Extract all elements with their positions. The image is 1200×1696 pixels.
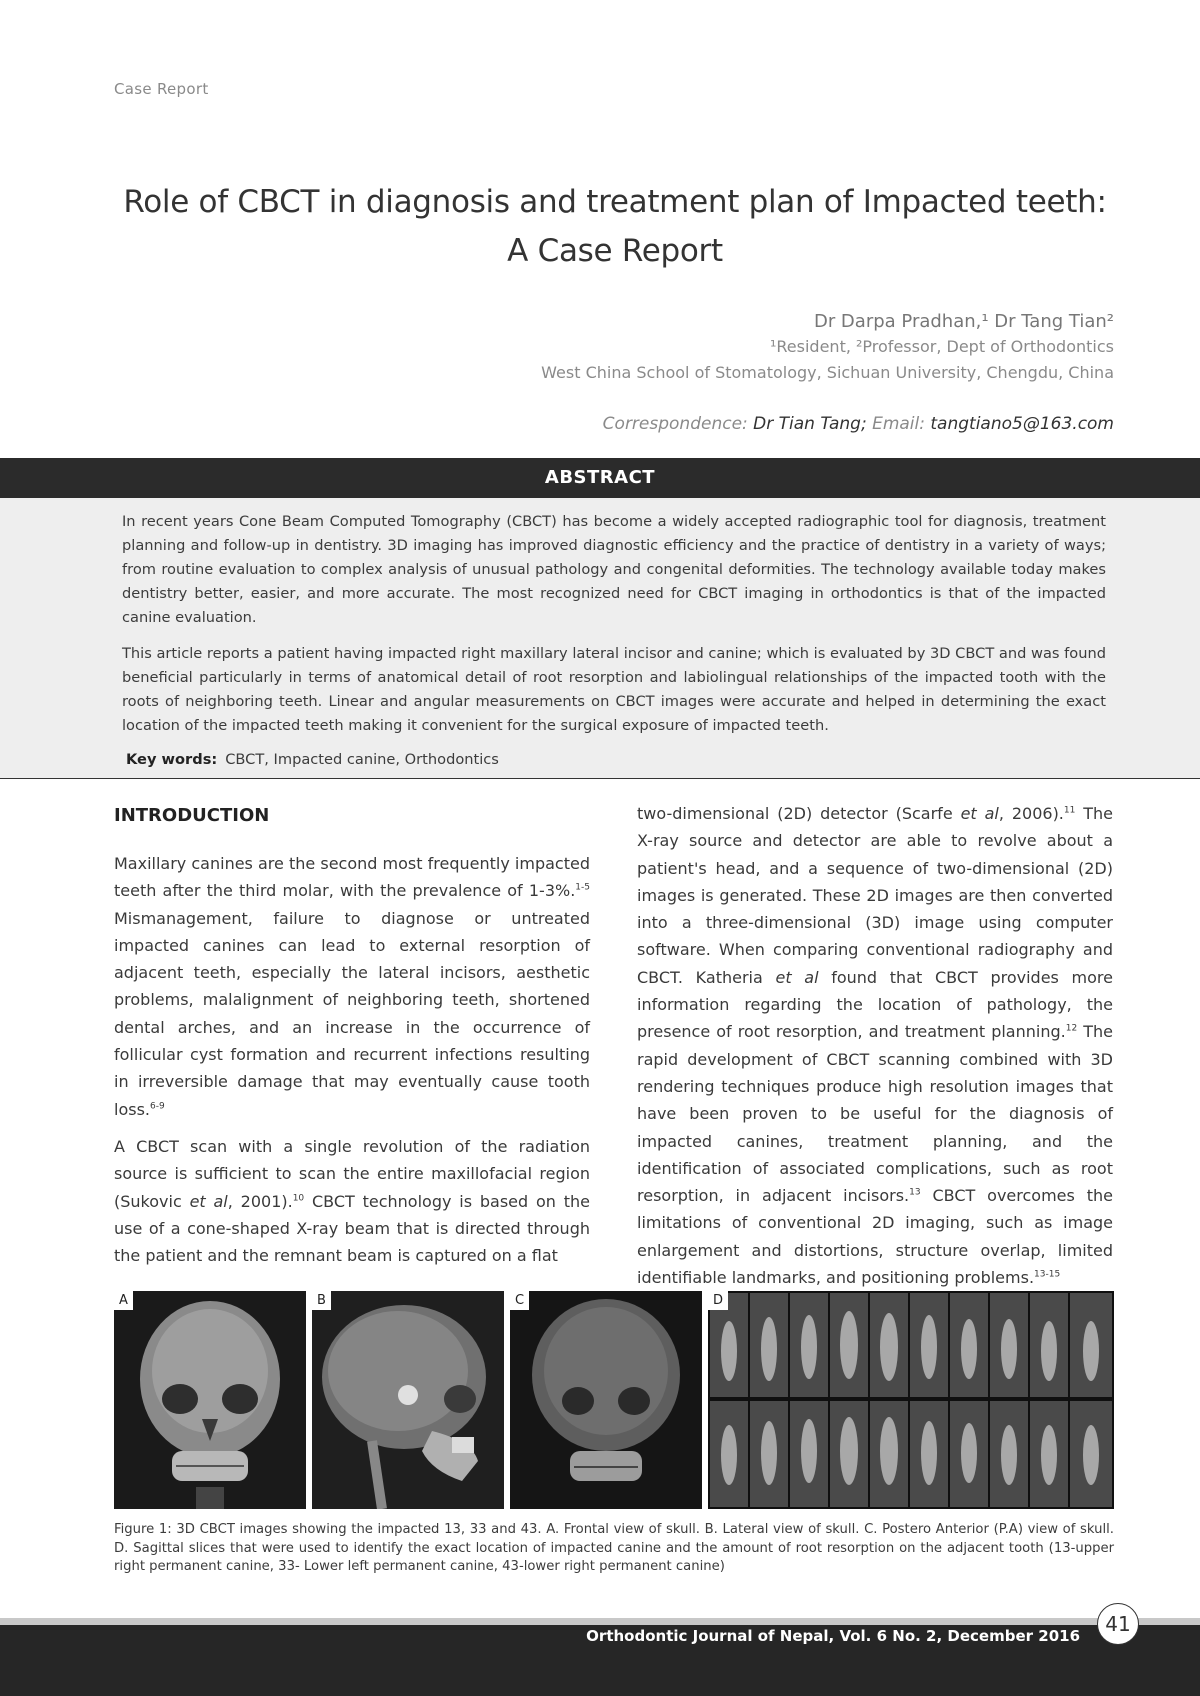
abstract-paragraph-2: This article reports a patient having impacted right maxillary lateral incisor and canine; which is evaluated by 3D CBCT and was found beneficial particularly in terms of anatomical detail of root resorption and labiolingual relationships of the impacted tooth with the roots of neighboring teeth. Linear and angular measurements on CBCT images were accurate and helped in determining the exact location of the impacted teeth making it convenient for the surgical exposure of impacted teeth. xyxy=(122,645,1106,734)
abstract-paragraph-1: In recent years Cone Beam Computed Tomography (CBCT) has become a widely accepted radiographic tool for diagnosis, treatment planning and follow-up in dentistry. 3D imaging has improved diagnostic efficiency and the practice of dentistry in a variety of ways; from routine evaluation to complex analysis of unusual pathology and congenital deformities. The technology available today makes dentistry better, easier, and more accurate. The most recognized need for CBCT imaging in orthodontics is that of the impacted canine evaluation. xyxy=(122,513,1106,626)
body-paragraph: two-dimensional (2D) detector (Scarfe et al, 2006).$^{11}$ The X-ray source and detector are able to revolve about a patient's head, and a sequence of two-dimensional (2D) images is generated. These 2D images are then converted into a three-dimensional (3D) image using computer software. When comparing conventional radiography and CBCT. Katheria et al found that CBCT provides more information regarding the location of pathology, the presence of root resorption, and treatment planning.$^{12}$ The rapid development of CBCT scanning combined with 3D rendering techniques produce high resolution images that have been proven to be useful for the diagnosis of impacted canines, treatment planning, and the identification of associated complications, such as root resorption, in adjacent incisors.$^{13}$ CBCT overcomes the limitations of conventional 2D imaging, such as image enlargement and distortions, structure overlap, limited identifiable landmarks, and positioning problems.$^{13-15}$ xyxy=(637,804,1114,1288)
email-label: Email: xyxy=(872,414,925,434)
panel-label-c: C xyxy=(510,1291,529,1310)
skull-lateral-image xyxy=(312,1291,504,1509)
panel-label-b: B xyxy=(312,1291,331,1310)
panel-label-a: A xyxy=(114,1291,133,1310)
abstract-box xyxy=(0,498,1200,779)
section-label: Case Report xyxy=(114,80,209,98)
journal-citation: Orthodontic Journal of Nepal, Vol. 6 No. 2, December 2016 xyxy=(586,1627,1080,1645)
keywords-list: CBCT, Impacted canine, Orthodontics xyxy=(225,751,499,768)
skull-posteroanterior-image xyxy=(510,1291,702,1509)
introduction-heading: INTRODUCTION xyxy=(114,805,270,826)
author-names: Dr Darpa Pradhan,¹ Dr Tang Tian² xyxy=(813,311,1114,332)
title-line-2: A Case Report xyxy=(507,233,723,269)
sagittal-slices-image xyxy=(708,1291,1114,1509)
page-number: 41 xyxy=(1097,1603,1139,1645)
skull-frontal-image xyxy=(114,1291,306,1509)
article-title xyxy=(100,178,1130,276)
body-paragraph: Maxillary canines are the second most frequently impacted teeth after the third molar, with the prevalence of 1-3%.$^{1-5}$ Mismanagement, failure to diagnose or untreated impacted canines can lead to external resorption of adjacent teeth, especially the lateral incisors, aesthetic problems, malalignment of neighboring teeth, shortened dental arches, and an increase in the occurrence of follicular cyst formation and recurrent infections resulting in irreversible damage that may eventually cause tooth loss.$^{6-9}$ xyxy=(114,854,590,1119)
email-address: tangtiano5@163.com xyxy=(930,414,1114,434)
correspondence-label: Correspondence: xyxy=(602,414,748,434)
abstract-heading: ABSTRACT xyxy=(0,458,1200,498)
body-paragraph: A CBCT scan with a single revolution of the radiation source is sufficient to scan the entire maxillofacial region (Sukovic et al, 2001).$^{10}$ CBCT technology is based on the use of a cone-shaped X-ray beam that is directed through the patient and the remnant beam is captured on a flat xyxy=(114,1136,590,1266)
figure-1 xyxy=(114,1291,1114,1509)
title-line-1: Role of CBCT in diagnosis and treatment plan of Impacted teeth: xyxy=(123,184,1107,220)
footer-rule xyxy=(0,1618,1200,1625)
keywords xyxy=(126,751,499,768)
author-affiliation: West China School of Stomatology, Sichuan University, Chengdu, China xyxy=(541,363,1114,382)
left-column xyxy=(114,800,590,1279)
author-roles: ¹Resident, ²Professor, Dept of Orthodontics xyxy=(769,337,1114,356)
keywords-label: Key words: xyxy=(126,751,218,768)
correspondence xyxy=(603,414,1114,434)
figure-caption: Figure 1: 3D CBCT images showing the impacted 13, 33 and 43. A. Frontal view of skull. B. Lateral view of skull. C. Postero Anterior (P.A) view of skull. D. Sagittal slices that were used to identify the exact location of impacted canine and the amount of root resorption on the adjacent tooth (13-upper right permanent canine, 33- Lower left permanent canine, 43-lower right permanent canine) xyxy=(114,1522,1114,1574)
correspondence-name: Dr Tian Tang; xyxy=(753,414,867,434)
right-column xyxy=(637,800,1113,1301)
panel-label-d: D xyxy=(708,1291,728,1310)
author-block xyxy=(541,310,1114,386)
